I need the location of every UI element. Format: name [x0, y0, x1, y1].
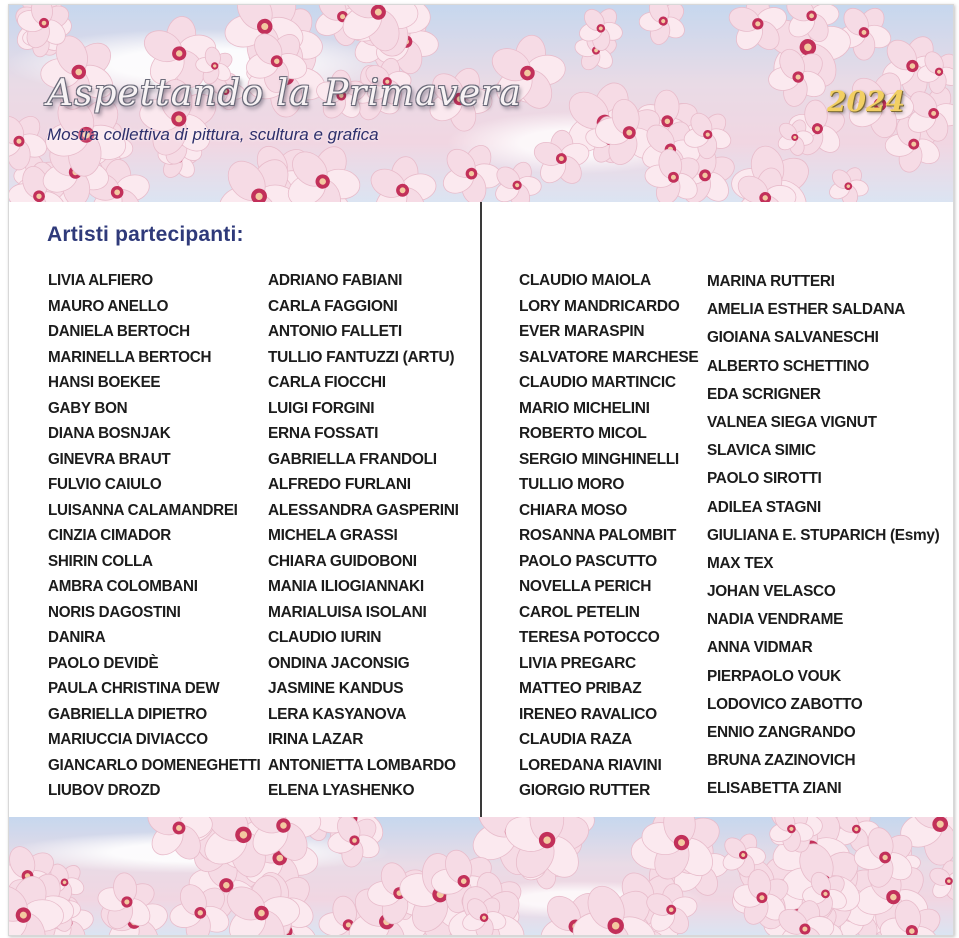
- artist-name: ELISABETTA ZIANI: [707, 780, 842, 798]
- artist-name: CHIARA GUIDOBONI: [268, 552, 417, 570]
- artist-name: GIANCARLO DOMENEGHETTI: [48, 756, 261, 774]
- artist-name: LIUBOV DROZD: [48, 782, 161, 799]
- exhibition-year: 2024: [827, 85, 905, 118]
- artist-name: LOREDANA RIAVINI: [519, 756, 662, 774]
- artist-name: PAULA CHRISTINA DEW: [48, 680, 220, 697]
- artist-name: ALBERTO SCHETTINO: [707, 357, 870, 375]
- artist-name: SHIRIN COLLA: [48, 552, 153, 570]
- artist-name: MARIUCCIA DIVIACCO: [48, 731, 208, 748]
- artist-name: LORY MANDRICARDO: [519, 297, 680, 315]
- artist-name: CLAUDIO IURIN: [268, 629, 382, 646]
- artist-name: GIULIANA E. STUPARICH (Esmy): [707, 526, 940, 544]
- artist-name: IRINA LAZAR: [268, 731, 364, 748]
- artist-name: GABRIELLA DIPIETRO: [48, 705, 207, 723]
- artist-name: DIANA BOSNJAK: [48, 425, 171, 442]
- artist-list-column-4: [707, 268, 939, 804]
- artist-name: CHIARA MOSO: [519, 501, 628, 519]
- artist-name: NOVELLA PERICH: [519, 578, 652, 595]
- artist-name: ERNA FOSSATI: [268, 425, 379, 442]
- artist-name: ANTONIO FALLETI: [268, 323, 402, 340]
- artist-name: SERGIO MINGHINELLI: [519, 450, 679, 468]
- artist-name: FULVIO CAIULO: [48, 476, 162, 493]
- column-divider: [480, 202, 482, 817]
- artist-name: JOHAN VELASCO: [707, 583, 836, 601]
- artist-name: CLAUDIO MARTINCIC: [519, 374, 676, 391]
- artist-name: SALVATORE MARCHESE: [519, 348, 699, 366]
- artist-name: CLAUDIA RAZA: [519, 731, 632, 748]
- artist-list-column-3: [519, 268, 698, 804]
- artist-name: LERA KASYANOVA: [268, 705, 407, 723]
- artist-name: ROBERTO MICOL: [519, 425, 647, 442]
- artist-name: DANIELA BERTOCH: [48, 323, 190, 340]
- artist-name: LIVIA PREGARC: [519, 654, 636, 672]
- artist-name: AMELIA ESTHER SALDANA: [707, 301, 906, 319]
- artist-name: PAOLO PASCUTTO: [519, 552, 657, 570]
- artist-name: GIORGIO RUTTER: [519, 782, 650, 799]
- artist-name: NADIA VENDRAME: [707, 611, 844, 629]
- artist-name: EDA SCRIGNER: [707, 385, 821, 403]
- artist-name: TERESA POTOCCO: [519, 629, 660, 646]
- artist-name: CAROL PETELIN: [519, 603, 640, 621]
- artist-name: MARIO MICHELINI: [519, 399, 650, 417]
- artist-name: PAOLO DEVIDÈ: [48, 654, 159, 672]
- artist-name: EVER MARASPIN: [519, 323, 645, 340]
- blossom-flower: [628, 5, 698, 57]
- artist-name: SLAVICA SIMIC: [707, 442, 816, 460]
- artist-list-column-2: [268, 268, 459, 804]
- artist-name: DANIRA: [48, 629, 106, 646]
- artist-name: GINEVRA BRAUT: [48, 450, 171, 468]
- exhibition-subtitle: Mostra collettiva di pittura, scultura e grafica: [47, 125, 379, 144]
- artist-name: LIVIA ALFIERO: [48, 272, 153, 289]
- artist-name: LUIGI FORGINI: [268, 399, 375, 417]
- artist-name: ALESSANDRA GASPERINI: [268, 501, 459, 519]
- artist-name: CLAUDIO MAIOLA: [519, 272, 651, 289]
- artist-name: GIOIANA SALVANESCHI: [707, 329, 879, 347]
- artist-name: CARLA FIOCCHI: [268, 374, 386, 391]
- poster-page: [8, 4, 954, 936]
- artist-name: ALFREDO FURLANI: [268, 476, 411, 493]
- artist-name: LODOVICO ZABOTTO: [707, 695, 863, 713]
- artist-name: ELENA LYASHENKO: [268, 782, 415, 799]
- exhibition-title: Aspettando la Primavera: [47, 73, 522, 114]
- artist-name: CARLA FAGGIONI: [268, 297, 398, 315]
- artist-name: ADRIANO FABIANI: [268, 272, 403, 289]
- artist-name: ROSANNA PALOMBIT: [519, 527, 677, 544]
- artist-name: MAURO ANELLO: [48, 297, 169, 315]
- artist-name: BRUNA ZAZINOVICH: [707, 752, 856, 770]
- artist-name: MANIA ILIOGIANNAKI: [268, 578, 424, 595]
- artist-name: IRENEO RAVALICO: [519, 705, 657, 723]
- artist-name: TULLIO MORO: [519, 476, 625, 493]
- artist-list-column-1: [48, 268, 260, 804]
- artist-name: JASMINE KANDUS: [268, 680, 404, 697]
- blossom-flower: [819, 158, 877, 202]
- artist-name: PIERPAOLO VOUK: [707, 667, 841, 685]
- artist-name: ANTONIETTA LOMBARDO: [268, 756, 456, 774]
- artist-name: GABRIELLA FRANDOLI: [268, 450, 437, 468]
- cherry-blossom-illustration: [9, 817, 953, 935]
- artist-name: AMBRA COLOMBANI: [48, 578, 198, 595]
- artist-name: HANSI BOEKEE: [48, 374, 161, 391]
- artist-name: ONDINA JACONSIG: [268, 654, 410, 672]
- artist-name: LUISANNA CALAMANDREI: [48, 501, 238, 519]
- artist-name: NORIS DAGOSTINI: [48, 603, 181, 621]
- artist-name: VALNEA SIEGA VIGNUT: [707, 413, 877, 431]
- artist-name: MATTEO PRIBAZ: [519, 680, 642, 697]
- cherry-blossom-banner-top: [9, 5, 953, 202]
- artist-name: MARIALUISA ISOLANI: [268, 603, 427, 621]
- artist-name: MAX TEX: [707, 554, 774, 572]
- artist-name: MICHELA GRASSI: [268, 527, 398, 544]
- artist-name: GABY BON: [48, 399, 128, 417]
- artist-name: TULLIO FANTUZZI (ARTU): [268, 348, 455, 366]
- cherry-blossom-banner-bottom: [9, 817, 953, 935]
- artist-name: ANNA VIDMAR: [707, 639, 813, 657]
- artist-name: MARINA RUTTERI: [707, 273, 835, 290]
- blossom-flower: [362, 152, 443, 202]
- artist-name: MARINELLA BERTOCH: [48, 348, 212, 366]
- artists-heading: Artisti partecipanti:: [47, 223, 244, 246]
- artist-name: PAOLO SIROTTI: [707, 470, 822, 488]
- artist-name: ENNIO ZANGRANDO: [707, 724, 856, 741]
- artist-name: ADILEA STAGNI: [707, 498, 821, 516]
- artist-name: CINZIA CIMADOR: [48, 527, 171, 544]
